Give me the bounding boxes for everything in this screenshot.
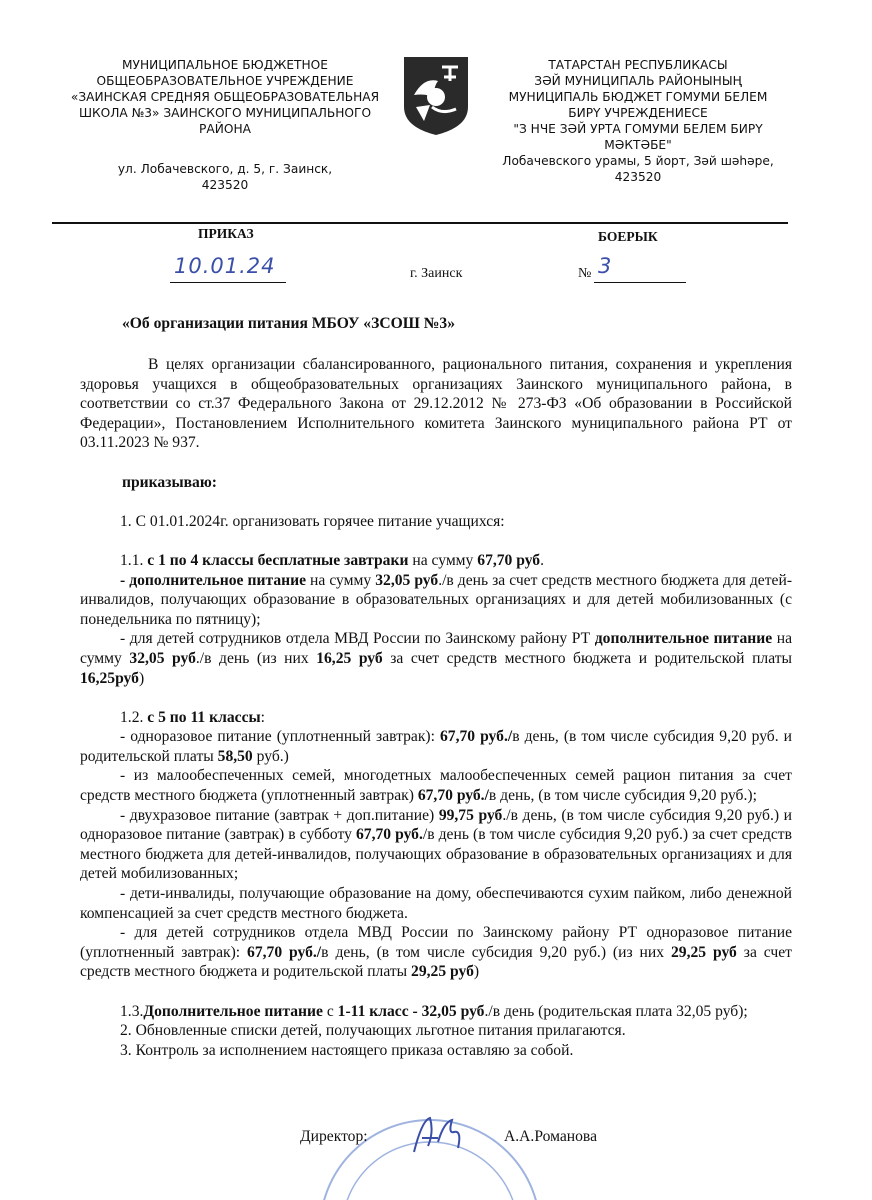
org-address: ул. Лобачевского, д. 5, г. Заинск, (117, 162, 333, 176)
org-line: «ЗАИНСКАЯ СРЕДНЯЯ ОБЩЕОБРАЗОВАТЕЛЬНАЯ (70, 90, 380, 104)
item-3: 3. Контроль за исполнением настоящего приказа оставляю за собой. (120, 1041, 574, 1059)
paragraph-1-2-d: - дети-инвалиды, получающие образование на дому, обеспечиваются сухим пайком, либо денежной компенсацией за счет средств местного бюджета. (80, 885, 792, 922)
item-2: 2. Обновленные списки детей, получающих льготное питания прилагаются. (120, 1022, 626, 1040)
paragraph-1-1-a: - дополнительное питание на сумму 32,05 руб./в день за счет средств местного бюджета для детей-инвалидов, получающих образование в образовательных организациях и для детей мобилизованных (с понедельника по пятницу); (80, 571, 793, 628)
order-subject: «Об организации питания МБОУ «ЗСОШ №3» (122, 315, 455, 332)
zainsk-coat-of-arms-icon (402, 55, 470, 137)
org-line: ЗӘЙ МУНИЦИПАЛЬ РАЙОНЫНЫҢ (534, 74, 742, 88)
number-field (594, 256, 686, 283)
city: г. Заинск (410, 266, 463, 281)
org-line: ОБЩЕОБРАЗОВАТЕЛЬНОЕ УЧРЕЖДЕНИЕ (96, 74, 354, 88)
org-line: ТАТАРСТАН РЕСПУБЛИКАСЫ (548, 58, 728, 72)
org-postcode: 423520 (614, 170, 662, 184)
order-label-tt: БОЕРЫК (598, 229, 658, 244)
paragraph-1-2-c: - двухразовое питание (завтрак + доп.питание) 99,75 руб./в день, (в том числе субсидия 9,20 руб.) и одноразовое питание (завтрак) в субботу 67,70 руб./в день (в том числе субсидия 9,20 руб.) за счет средств местного бюджета для детей-инвалидов, получающих образование в образовательных организациях и для детей мобилизованных; (80, 806, 792, 883)
order-label-ru: ПРИКАЗ (198, 226, 254, 241)
org-line: МУНИЦИПАЛЬ БЮДЖЕТ ГОМУМИ БЕЛЕМ (508, 90, 768, 104)
org-address: Лобачевского урамы, 5 йорт, Зәй шәһәре, (502, 154, 774, 168)
number-handwritten: 3 (598, 254, 613, 278)
header-divider (52, 222, 788, 224)
preamble: В целях организации сбалансированного, рационального питания, сохранения и укрепления здоровья учащихся в общеобразовательных организациях Заинского муниципального района, в соответствии со ст.37 Федерального Закона от 29.12.2012 № 273-ФЗ «Об образовании в Российской Федерации», Постановлением Исполнительного комитета Заинского муниципального района РТ от 03.11.2023 № 937. (80, 356, 792, 452)
header-left-org (60, 57, 390, 193)
handwritten-signature-icon (408, 1112, 468, 1158)
paragraph-1-2-a: - одноразовое питание (уплотненный завтрак): 67,70 руб./в день, (в том числе субсидия 9,20 руб. и родительской платы 58,50 руб.) (80, 728, 792, 765)
paragraph-1-2-e: - для детей сотрудников отдела МВД России по Заинскому району РТ одноразовое питание (уплотненный завтрак): 67,70 руб./в день, (в том числе субсидия 9,20 руб.) (из них 29,25 руб за счет средств местного бюджета и родительской платы 29,25 руб) (80, 924, 792, 981)
header-right-org (482, 57, 794, 185)
date-handwritten: 10.01.24 (174, 254, 276, 278)
item-1: 1. С 01.01.2024г. организовать горячее питание учащихся: (120, 512, 505, 530)
org-line: "З НЧЕ ЗӘЙ УРТА ГОМУМИ БЕЛЕМ БИРҮ (513, 122, 763, 136)
org-postcode: 423520 (201, 178, 249, 192)
section-1-2: 1.2. с 5 по 11 классы: (120, 708, 266, 726)
paragraph-1-2-b: - из малообеспеченных семей, многодетных малообеспеченных семей рацион питания за счет средств местного бюджета (уплотненный завтрак) 67,70 руб./в день, (в том числе субсидия 9,20 руб.); (80, 767, 792, 805)
org-line: РАЙОНА (199, 122, 251, 136)
signature-role: Директор: (300, 1128, 368, 1145)
org-line: МӘКТӘБЕ" (604, 138, 672, 152)
number-prefix: № (578, 266, 592, 281)
order-word: приказываю: (122, 473, 217, 491)
order-body (80, 355, 792, 1060)
org-line: ШКОЛА №3» ЗАИНСКОГО МУНИЦИПАЛЬНОГО (78, 106, 372, 120)
org-line: МУНИЦИПАЛЬНОЕ БЮДЖЕТНОЕ (122, 58, 328, 72)
org-line: БИРҮ УЧРЕЖДЕНИЕСЕ (568, 106, 708, 120)
section-1-1: 1.1. с 1 по 4 классы бесплатные завтраки на сумму 67,70 руб. (120, 551, 545, 569)
section-1-3: 1.3.Дополнительное питание с 1-11 класс - 32,05 руб./в день (родительская плата 32,05 руб); (120, 1002, 748, 1020)
signature-name: А.А.Романова (504, 1128, 598, 1145)
paragraph-1-1-b: - для детей сотрудников отдела МВД России по Заинскому району РТ дополнительное питание на сумму 32,05 руб./в день (из них 16,25 руб за счет средств местного бюджета и родительской платы 16,25руб) (80, 630, 793, 687)
date-field (170, 256, 286, 283)
